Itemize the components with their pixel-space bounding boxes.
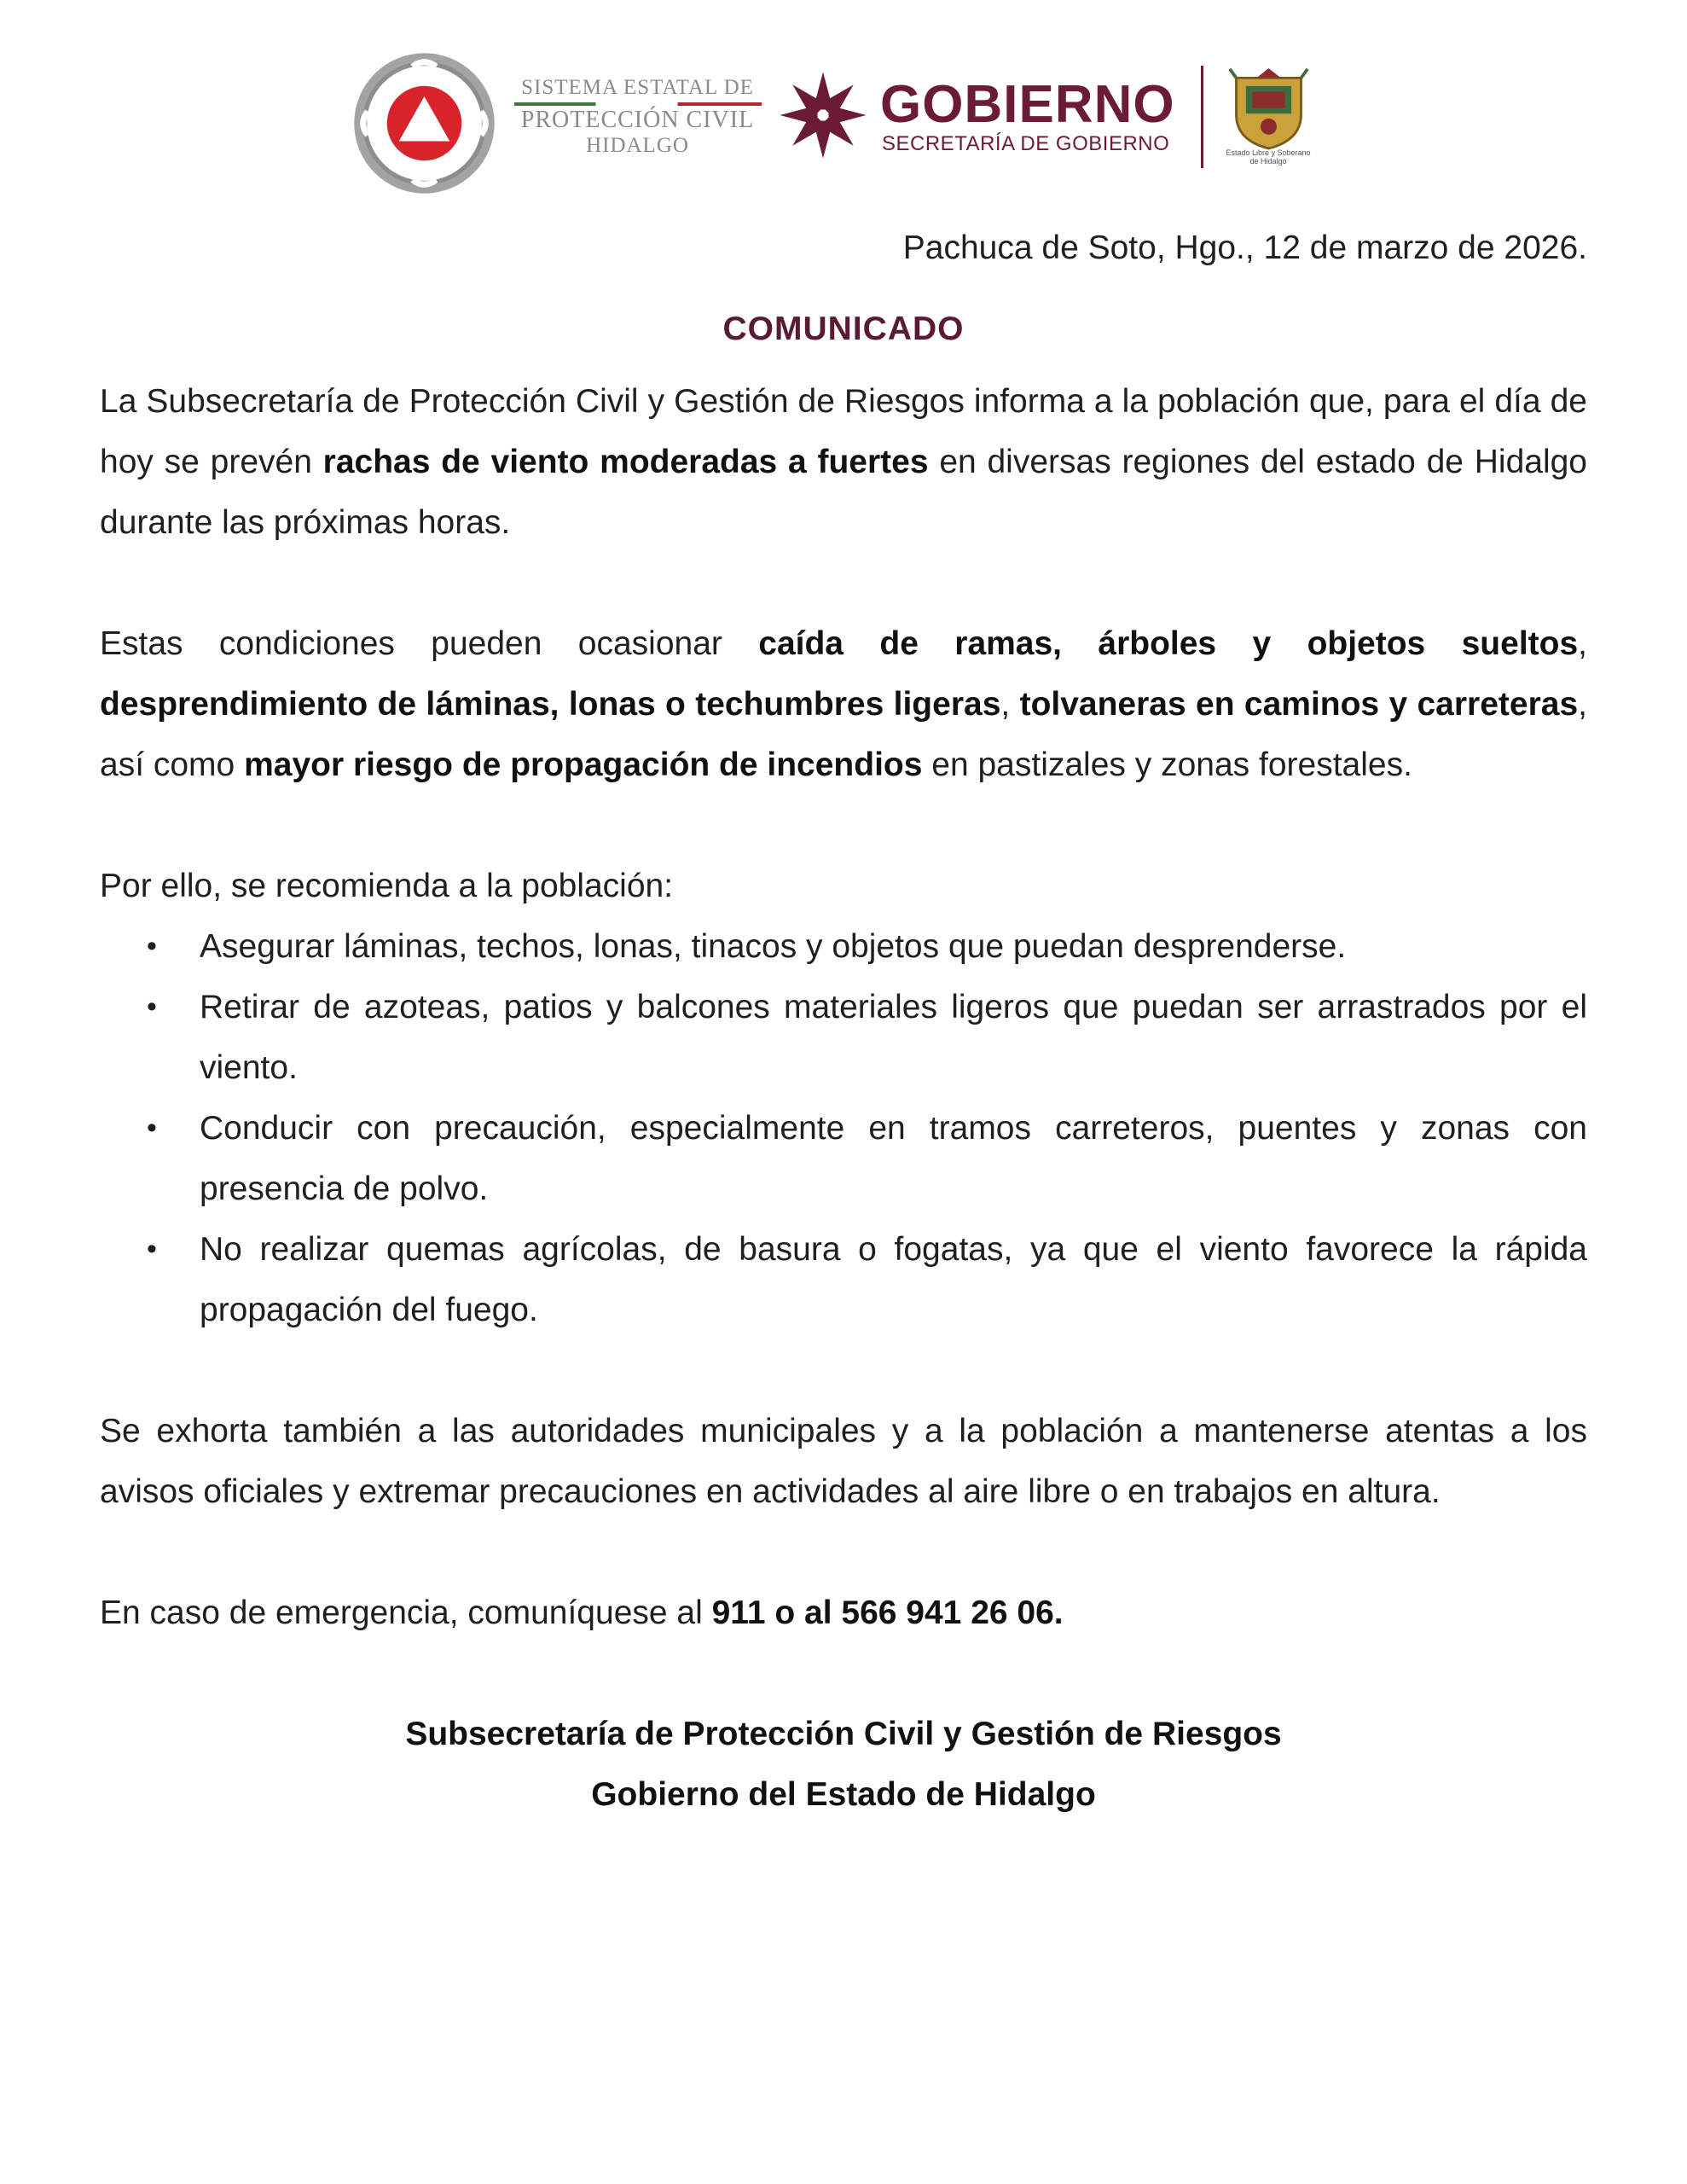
list-item: • Retirar de azoteas, patios y balcones materiales ligeros que puedan ser arrastrados por el viento.: [200, 977, 1587, 1098]
emphasis-winds: rachas de viento moderadas a fuertes: [322, 444, 929, 480]
text-span: en diversas regiones del estado de Hidalgo durante las próximas horas.: [100, 444, 1587, 541]
text-span: La Subsecretaría de Protección Civil y Gestión de Riesgos informa a la población que, para el día de hoy se prevén: [100, 383, 1587, 480]
pc-logo-line2: PROTECCIÓN CIVIL: [520, 107, 755, 133]
date-line: Pachuca de Soto, Hgo., 12 de marzo de 2026.: [902, 229, 1587, 266]
letterhead: [350, 44, 1313, 198]
signature-line2: Gobierno del Estado de Hidalgo: [591, 1776, 1096, 1813]
text-span: ,: [1578, 625, 1588, 662]
recommendations-list: [100, 916, 1587, 1340]
signature-block: [100, 1704, 1587, 1825]
emphasis-falling-objects: caída de ramas, árboles y objetos sueltos: [758, 625, 1579, 662]
emphasis-dust-storms: tolvaneras en caminos y carreteras: [1019, 686, 1579, 723]
gobierno-title: GOBIERNO: [880, 75, 1175, 134]
text-span: en pastizales y zonas forestales.: [922, 746, 1412, 783]
list-item: • Conducir con precaución, especialmente en tramos carreteros, puentes y zonas con presencia de polvo.: [200, 1098, 1587, 1219]
text-span: ,: [1000, 686, 1020, 723]
emergency-numbers: 911 o al 566 941 26 06.: [711, 1594, 1064, 1631]
paragraph-exhortation: Se exhorta también a las autoridades municipales y a la población a mantenerse atentas a los avisos oficiales y extremar precauciones en actividades al aire libre o en trabajos en altura.: [100, 1413, 1587, 1510]
paragraph-recommendations-intro: Por ello, se recomienda a la población:: [100, 868, 674, 904]
signature-line1: Subsecretaría de Protección Civil y Gestión de Riesgos: [405, 1716, 1282, 1752]
header-divider: [1201, 66, 1203, 168]
gobierno-subtitle: SECRETARÍA DE GOBIERNO: [882, 132, 1170, 155]
emphasis-roofs: desprendimiento de láminas, lonas o techumbres ligeras: [100, 686, 1001, 723]
flag-stripe: [514, 102, 762, 106]
paragraph-emergency: [100, 1583, 1587, 1643]
page-title: COMUNICADO: [722, 311, 965, 347]
hidalgo-coat-of-arms-icon: [1228, 66, 1309, 151]
pc-logo-line1: SISTEMA ESTATAL DE: [521, 76, 754, 99]
text-span: Estas condiciones pueden ocasionar: [100, 625, 759, 662]
list-item: • No realizar quemas agrícolas, de basura o fogatas, ya que el viento favorece la rápida propagación del fuego.: [200, 1219, 1587, 1340]
coat-caption: Estado Libre y Soberano de Hidalgo: [1226, 148, 1311, 166]
gobierno-star-icon: [776, 68, 870, 162]
text-span: , así como: [100, 686, 1587, 783]
paragraph-intro: [100, 371, 1587, 553]
proteccion-civil-wordmark: [507, 75, 768, 159]
communique-body: [100, 218, 1587, 1825]
list-item: • Asegurar láminas, techos, lonas, tinacos y objetos que puedan desprenderse.: [200, 916, 1587, 977]
pc-logo-line3: HIDALGO: [586, 134, 689, 157]
emphasis-fire-risk: mayor riesgo de propagación de incendios: [244, 746, 923, 783]
proteccion-civil-emblem: [350, 49, 499, 198]
text-span: En caso de emergencia, comuníquese al: [100, 1594, 712, 1631]
paragraph-effects: [100, 613, 1587, 795]
